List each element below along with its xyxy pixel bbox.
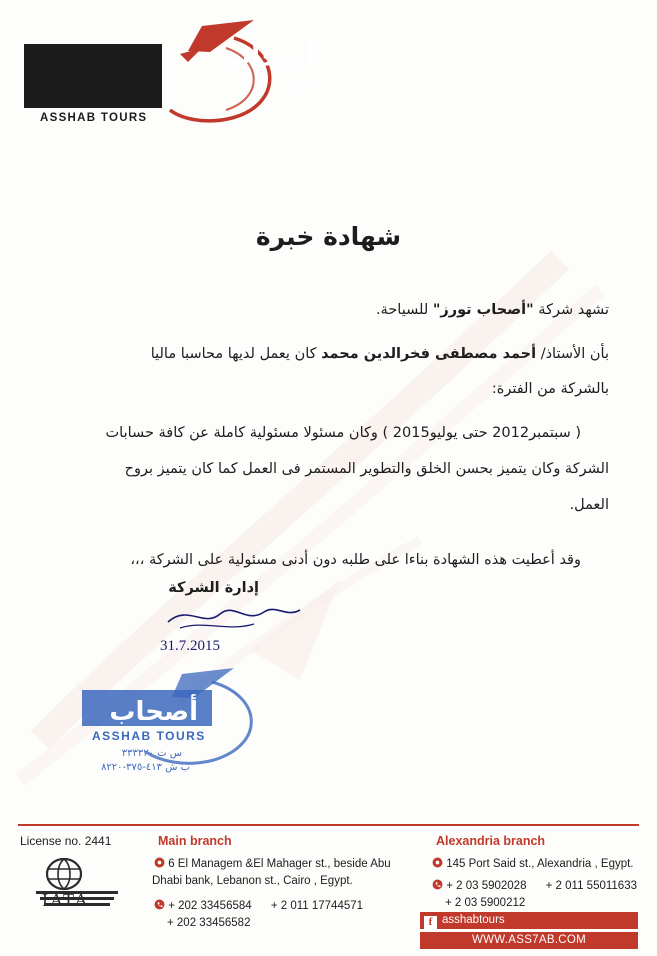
location-pin-icon	[432, 857, 443, 868]
body-line-2	[49, 340, 609, 370]
alexandria-branch-phones	[430, 878, 656, 913]
main-phone-2: + 202 33456582	[167, 917, 251, 930]
svg-text:س ت ٣٣٣٣٢٠: س ت ٣٣٣٣٢٠	[121, 748, 182, 759]
svg-text:ب ش ٤١٣-٣٧٥-٨٢٢٠: ب ش ٤١٣-٣٧٥-٨٢٢٠	[101, 762, 190, 773]
website-link[interactable]: WWW.ASS7AB.COM	[420, 932, 638, 949]
main-address-line2: Dhabi bank, Lebanon st., Cairo , Egypt.	[152, 874, 353, 887]
grant-statement: وقد أعطيت هذه الشهادة بناءا على طلبه دون أدنى مسئولية على الشركة ،،،	[130, 552, 581, 569]
main-branch-phones	[152, 898, 402, 933]
certificate-body	[49, 296, 609, 590]
period-line-1: ( سبتمبر2012 حتى يوليو2015 ) وكان مسئولا مسئولية كاملة عن كافة حسابات	[105, 425, 581, 442]
footer-divider	[18, 824, 639, 826]
alexandria-branch-title: Alexandria branch	[436, 834, 546, 848]
alex-phone-3: + 2 011 55011633	[545, 880, 637, 892]
company-stamp	[72, 668, 312, 778]
logo-arabic-sub: تورز	[287, 73, 314, 91]
line1-company: "أصحاب تورز"	[432, 302, 534, 318]
svg-text:31.7.2015: 31.7.2015	[160, 638, 220, 654]
main-phone-3: + 2 011 17744571	[270, 900, 364, 912]
employee-name: أحمد مصطفى فخرالدين محمد	[321, 345, 537, 362]
alex-phone-1: + 2 03 5902028	[446, 880, 527, 892]
handwritten-signature	[150, 598, 340, 658]
facebook-icon: f	[424, 916, 437, 929]
logo-english-text: ASSHAB TOURS	[40, 112, 148, 124]
main-phone-1: + 202 33456584	[168, 900, 252, 912]
certificate-title: شهادة خبرة	[255, 222, 402, 251]
phone-icon	[432, 879, 443, 890]
logo-arabic-main: أصحاب	[223, 42, 316, 73]
main-branch-title: Main branch	[158, 834, 232, 848]
period-line-3: العمل.	[569, 496, 609, 513]
svg-text:ASSHAB TOURS: ASSHAB TOURS	[92, 729, 206, 743]
main-address-line1: 6 El Managem &El Mahager st., beside Abu	[168, 858, 391, 870]
body-line-1	[49, 296, 609, 326]
svg-text:أصحاب: أصحاب	[109, 697, 198, 727]
location-pin-icon	[154, 857, 165, 868]
iata-label: IATA	[42, 890, 90, 910]
facebook-handle: asshabtours	[442, 914, 505, 926]
main-branch-address	[152, 856, 392, 889]
body-line-3: بالشركة من الفترة:	[491, 381, 609, 398]
alex-phone-2: + 2 03 5900212	[445, 897, 526, 910]
company-logo	[24, 18, 324, 124]
line1-suffix: للسياحة.	[375, 302, 433, 318]
footer	[0, 828, 657, 956]
phone-icon	[154, 899, 165, 910]
logo-black-box	[24, 44, 162, 108]
alex-address-line1: 145 Port Said st., Alexandria , Egypt.	[446, 858, 634, 870]
license-number: License no. 2441	[20, 834, 112, 848]
line2-prefix: بأن الأستاذ/	[536, 345, 609, 362]
line1-prefix: تشهد شركة	[533, 302, 609, 318]
line2-suffix: كان يعمل لديها محاسبا ماليا	[150, 345, 322, 362]
facebook-link[interactable]	[420, 912, 638, 929]
period-line-2: الشركة وكان يتميز بحسن الخلق والتطوير المستمر فى العمل كما كان يتميز بروح	[124, 460, 609, 477]
alexandria-branch-address	[430, 856, 657, 873]
signature-label: إدارة الشركة	[168, 580, 259, 596]
